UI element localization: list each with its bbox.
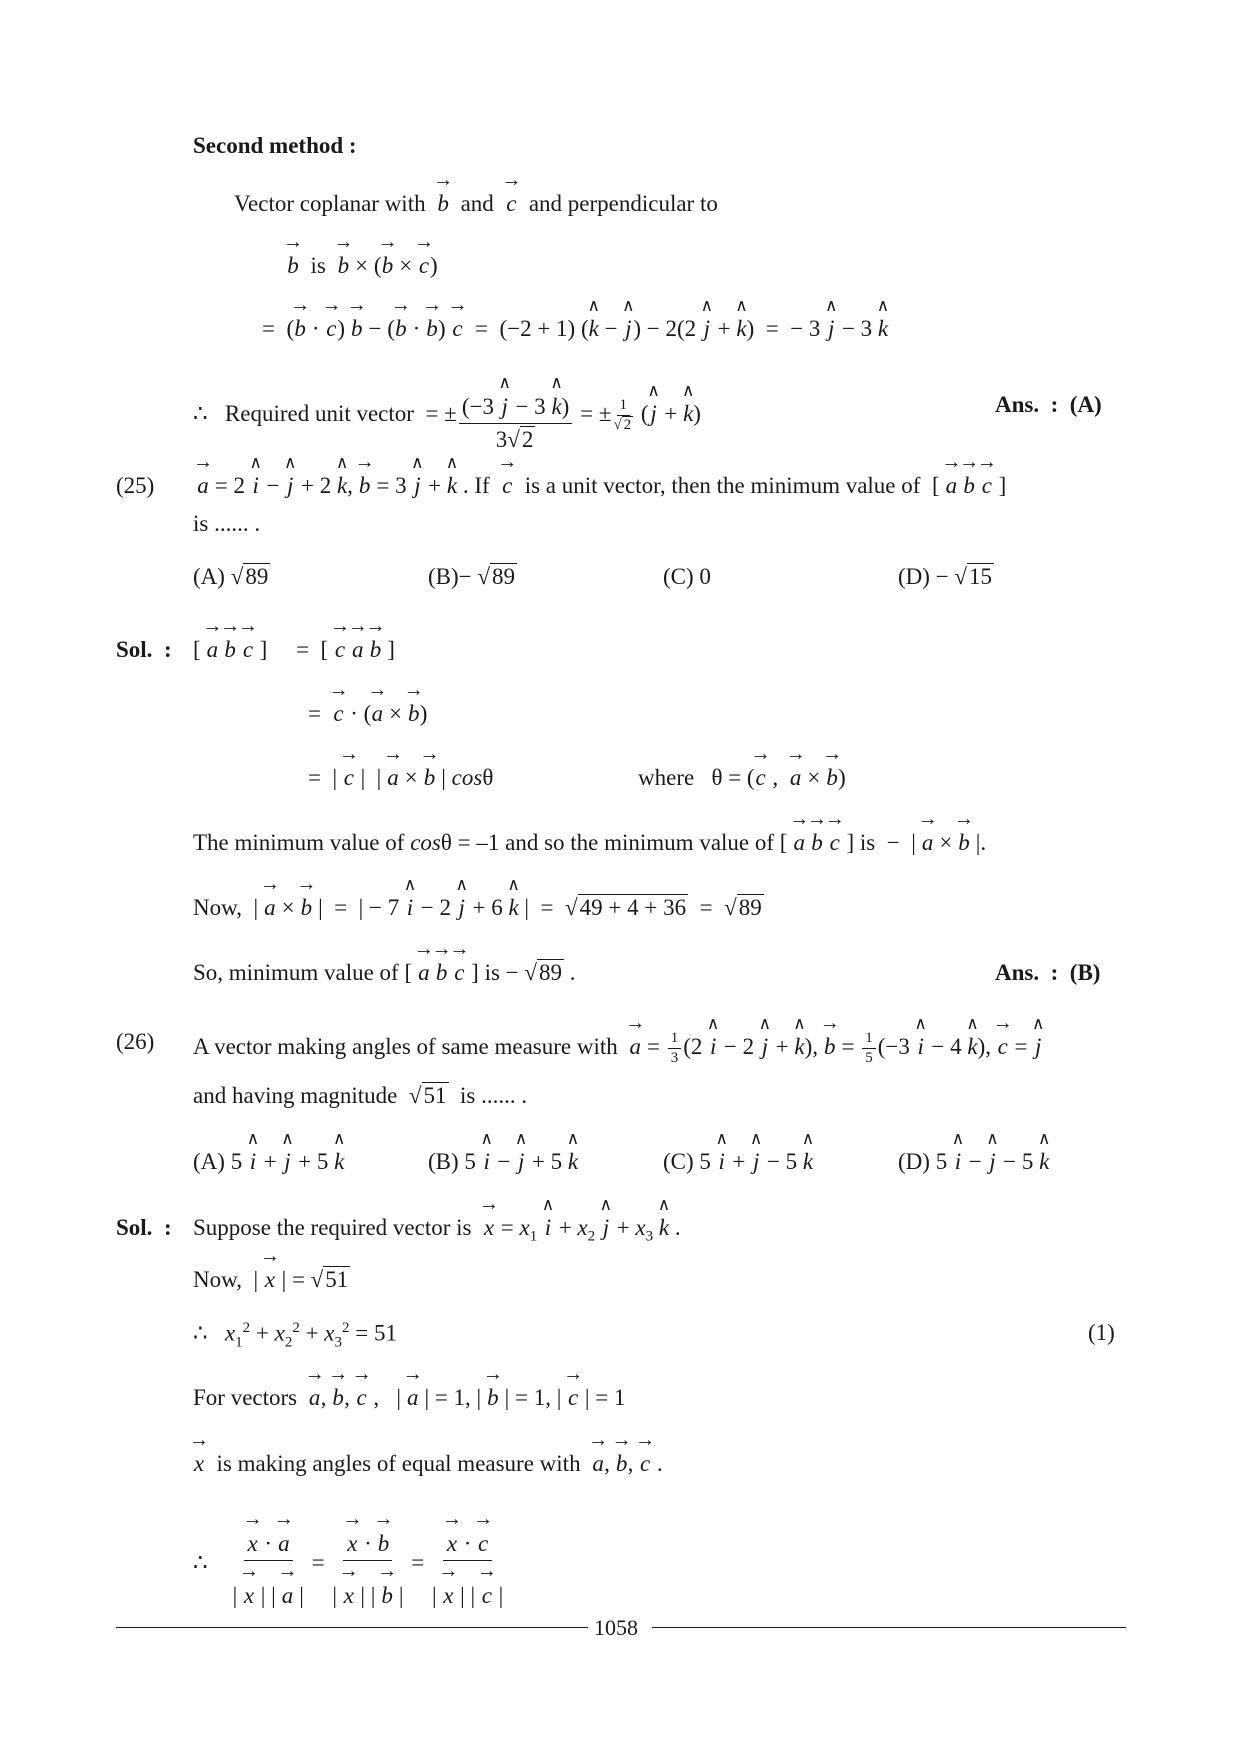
q25-sol-line3: = | → c | | → a × → b | cosθ <box>308 766 493 789</box>
vector-c: → c <box>505 192 517 215</box>
page-number: 1058 <box>594 1615 638 1640</box>
q25-option-d: (D) − √15 <box>898 564 993 589</box>
q26-now: Now, | → x | = √51 <box>193 1268 350 1291</box>
q25-option-b: (B)− √89 <box>428 564 516 589</box>
line1-and: and <box>460 191 494 216</box>
q25-now: Now, | → a × → b | = | − 7 ∧ i − 2 ∧ j + 6 ∧ k | = √49 + 4 + 36 = √89 <box>193 896 764 919</box>
q26-for-vectors: For vectors → a, → b, → c , | → a | = 1, | → b | = 1, | → c | = 1 <box>193 1386 625 1409</box>
q25-option-c: (C) 0 <box>663 564 711 589</box>
second-method-expansion: = (→ b · → c) → b − (→ b · → b) → c = (−2 + 1) (∧ k − ∧ j) − 2(2 ∧ j + ∧ k) = − 3 ∧ j − 3 ∧ k <box>262 317 888 340</box>
question-26-text: A vector making angles of same measure with → a = $\frac{1}{3}$ (2 ∧ i − 2 ∧ j + ∧ k), → b = $\frac{1}{5}$ (−3 ∧ i − 4 ∧ k), → c = ∧ j <box>193 1030 1043 1068</box>
sol-label-25: Sol. : <box>116 637 172 662</box>
q26-ratio-equation: ∴ → $\frac{x \cdot \to a}{| \to x | | \to a |}$ = → $\frac{x \cdot \to b}{| \to x | | \to b |}$ = → $\frac{x \cdot \to c}{| \to x | | \to c |}$ <box>193 1515 505 1610</box>
q25-min-cos: The minimum value of cosθ = –1 and so the minimum value of [ → a → b → c ] is − | → a × → b |. <box>193 831 986 854</box>
question-25-is: is ...... . <box>193 511 261 536</box>
question-25-text: → a = 2 ∧ i − ∧ j + 2 ∧ k, → b = 3 ∧ j + ∧ k . If → c is a unit vector, then the minimum value of [ → a → b → c ] <box>197 474 1006 497</box>
q25-so: So, minimum value of [ → a → b → c ] is − √89 . <box>193 961 576 984</box>
q26-option-b: (B) 5 ∧ i − ∧ j + 5 ∧ k <box>428 1150 578 1173</box>
sol-label-26: Sol. : <box>116 1215 172 1240</box>
q26-equation: ∴ $x_1^2 + x_2^2 + x_3^2 = 51$ <box>193 1320 397 1351</box>
q25-where: where θ = (→ c , → a × → b) <box>638 766 846 789</box>
unit-vector-text: Required unit vector <box>224 401 414 427</box>
q26-suppose: Suppose the required vector is → $x = x_1$ ∧ $i + x_2$ ∧ $j + x_3$ ∧ k . <box>193 1216 681 1245</box>
q26-option-a: (A) 5 ∧ i + ∧ j + 5 ∧ k <box>193 1150 344 1173</box>
second-method-line1 <box>234 192 718 215</box>
second-method-line2: → b is → b × (→ b × → c) <box>287 254 438 277</box>
line1-text: Vector coplanar with <box>234 191 426 216</box>
line1-end: and perpendicular to <box>528 191 718 216</box>
therefore-symbol: ∴ <box>193 401 208 427</box>
question-26-magnitude: and having magnitude √51 is ...... . <box>193 1083 528 1108</box>
q26-equation-number: (1) <box>1088 1320 1115 1345</box>
question-26-number: (26) <box>116 1029 155 1054</box>
q26-equal-angles: → x is making angles of equal measure with → a, → b, → c . <box>193 1452 663 1475</box>
answer-second-method: Ans. : (A) <box>995 392 1102 417</box>
q25-option-a: (A) √89 <box>193 564 269 589</box>
q25-sol-line1: [ → a → b → c ] = [ → c → a → b ] <box>193 638 395 661</box>
q26-option-d: (D) 5 ∧ i − ∧ j − 5 ∧ k <box>898 1150 1049 1173</box>
question-25-number: (25) <box>116 473 155 498</box>
q26-option-c: (C) 5 ∧ i + ∧ j − 5 ∧ k <box>663 1150 813 1173</box>
vector-b: → b <box>437 192 449 215</box>
section-title: Second method : <box>193 133 357 158</box>
line2-is: is <box>310 253 326 278</box>
q25-sol-line2: = → c · (→ a × → b) <box>308 702 427 725</box>
unit-vector-line: ∴ Required unit vector = ± $\frac{(-3 \wedge j - 3 \wedge k)}{3√2}$ = ± $\frac{1}{√ 2}$ (∧ j + ∧ k) <box>193 378 701 454</box>
footer-rule-right <box>652 1627 1126 1628</box>
footer-rule-left <box>116 1627 588 1628</box>
answer-25: Ans. : (B) <box>995 960 1101 985</box>
